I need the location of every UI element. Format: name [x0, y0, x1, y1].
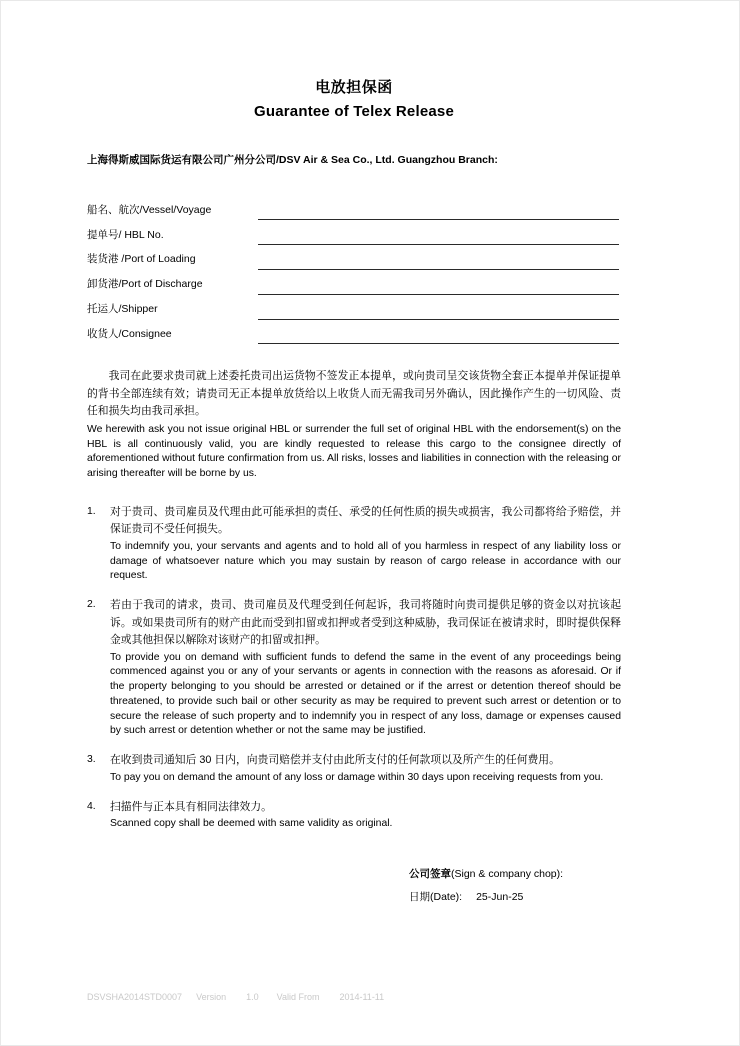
page-title-chinese: 电放担保函 — [315, 79, 393, 96]
date-label-english: (Date): — [430, 891, 463, 904]
clause-text-chinese-3: 在收到贵司通知后 30 日内，向贵司赔偿并支付由此所支付的任何款项以及所产生的任何费用。 — [110, 754, 560, 767]
footer-version-value: 1.0 — [246, 992, 259, 1002]
field-row-shipper — [87, 295, 621, 320]
clause-item-1 — [87, 504, 621, 584]
field-label-port-of-loading: 装货港 /Port of Loading — [87, 253, 196, 266]
footer-doc-id: DSVSHA2014STD0007 — [87, 992, 183, 1002]
signature-block — [409, 868, 621, 904]
clause-item-3 — [87, 752, 621, 785]
addressee-line: 上海得斯威国际货运有限公司广州分公司/DSV Air & Sea Co., Ltd. Guangzhou Branch: — [87, 154, 498, 166]
intro-text-chinese: 我司在此要求贵司就上述委托贵司出运货物不签发正本提单，或向贵司呈交该货物全套正本提单并保证提单的背书全部连续有效；请贵司无正本提单放货给以上收货人而无需我司另外确认，因此操作产生的一切风险、责任和损失均由我司承担。 — [87, 370, 621, 418]
date-value[interactable]: 25-Jun-25 — [476, 891, 524, 904]
field-row-consignee — [87, 320, 621, 345]
document-content — [87, 1, 621, 915]
field-row-hbl-no — [87, 220, 621, 245]
company-chop-label-chinese: 公司签章 — [409, 867, 451, 880]
clause-number-2: 2. — [87, 599, 96, 611]
clause-text-chinese-1: 对于贵司、贵司雇员及代理由此可能承担的责任、承受的任何性质的损失或损害，我公司都将给予赔偿，并保证贵司不受任何损失。 — [110, 505, 621, 536]
intro-text-english: We herewith ask you not issue original HBL or surrender the full set of original HBL with the endorsement(s) on the HBL is all continuously valid, you are kindly requested to release this cargo to the consignee directly of aforementioned without future confirmation from us. All risks, losses and liabilities in connection with the releasing or arising thereafter will be borne by us. — [87, 423, 621, 480]
field-underline-consignee — [258, 343, 619, 344]
clause-text-english-2: To provide you on demand with sufficient funds to defend the same in the event of any proceedings being commenced against you or any of your servants or agents in connection with the reasons as aforesaid. Or if the property belonging to you should be arrested or detained or if the arrest or detention thereof should be threatened, to provide such bail or other security as may be required to prevent such arrest or detention or to secure the release of such property and to indemnify you in respect of any loss, damage or expenses caused by such arrest or detention whether or not the same may be justified. — [110, 651, 621, 737]
field-row-port-of-loading — [87, 245, 621, 270]
date-label-chinese: 日期 — [409, 891, 430, 904]
field-label-hbl-no: 提单号/ HBL No. — [87, 228, 164, 241]
field-row-port-of-discharge — [87, 270, 621, 295]
date-line — [409, 891, 621, 904]
field-row-vessel-voyage — [87, 196, 621, 221]
company-chop-label-english: (Sign & company chop): — [451, 867, 564, 880]
footer-version-label: Version — [196, 992, 227, 1002]
clause-number-3: 3. — [87, 754, 96, 766]
clause-number-4: 4. — [87, 800, 96, 812]
field-label-vessel-voyage: 船名、航次/Vessel/Voyage — [87, 203, 212, 216]
company-chop-line — [409, 868, 621, 881]
page-title-english: Guarantee of Telex Release — [253, 103, 454, 120]
field-label-consignee: 收货人/Consignee — [87, 327, 172, 340]
clause-text-chinese-2: 若由于我司的请求，贵司、贵司雇员及代理受到任何起诉，我司将随时向贵司提供足够的资金以对抗该起诉。或如果贵司所有的财产由此而受到扣留或扣押或者受到这种威胁，我司保证在被请求时，即时提供保释金或其他担保以解除对该财产的扣留或扣押。 — [110, 599, 621, 647]
footer-valid-from-label: Valid From — [276, 992, 320, 1002]
clause-item-4 — [87, 799, 621, 832]
clause-text-english-4: Scanned copy shall be deemed with same validity as original. — [110, 817, 393, 829]
clause-number-1: 1. — [87, 505, 96, 517]
clause-list — [87, 504, 621, 832]
field-label-shipper: 托运人/Shipper — [87, 303, 158, 316]
form-fields — [87, 196, 621, 345]
field-label-port-of-discharge: 卸货港/Port of Discharge — [87, 278, 203, 291]
clause-text-english-1: To indemnify you, your servants and agents and to hold all of you harmless in respect of any liability loss or damage of whatsoever nature which you may sustain by reason of cargo release in accordance with our request. — [110, 540, 621, 582]
clause-item-2 — [87, 597, 621, 739]
clause-text-english-3: To pay you on demand the amount of any loss or damage within 30 days upon receiving requests from you. — [110, 771, 604, 783]
document-footer — [87, 992, 384, 1002]
clause-text-chinese-4: 扫描件与正本具有相同法律效力。 — [110, 800, 272, 813]
intro-paragraph — [87, 368, 621, 482]
footer-valid-from-value: 2014-11-11 — [339, 992, 385, 1002]
